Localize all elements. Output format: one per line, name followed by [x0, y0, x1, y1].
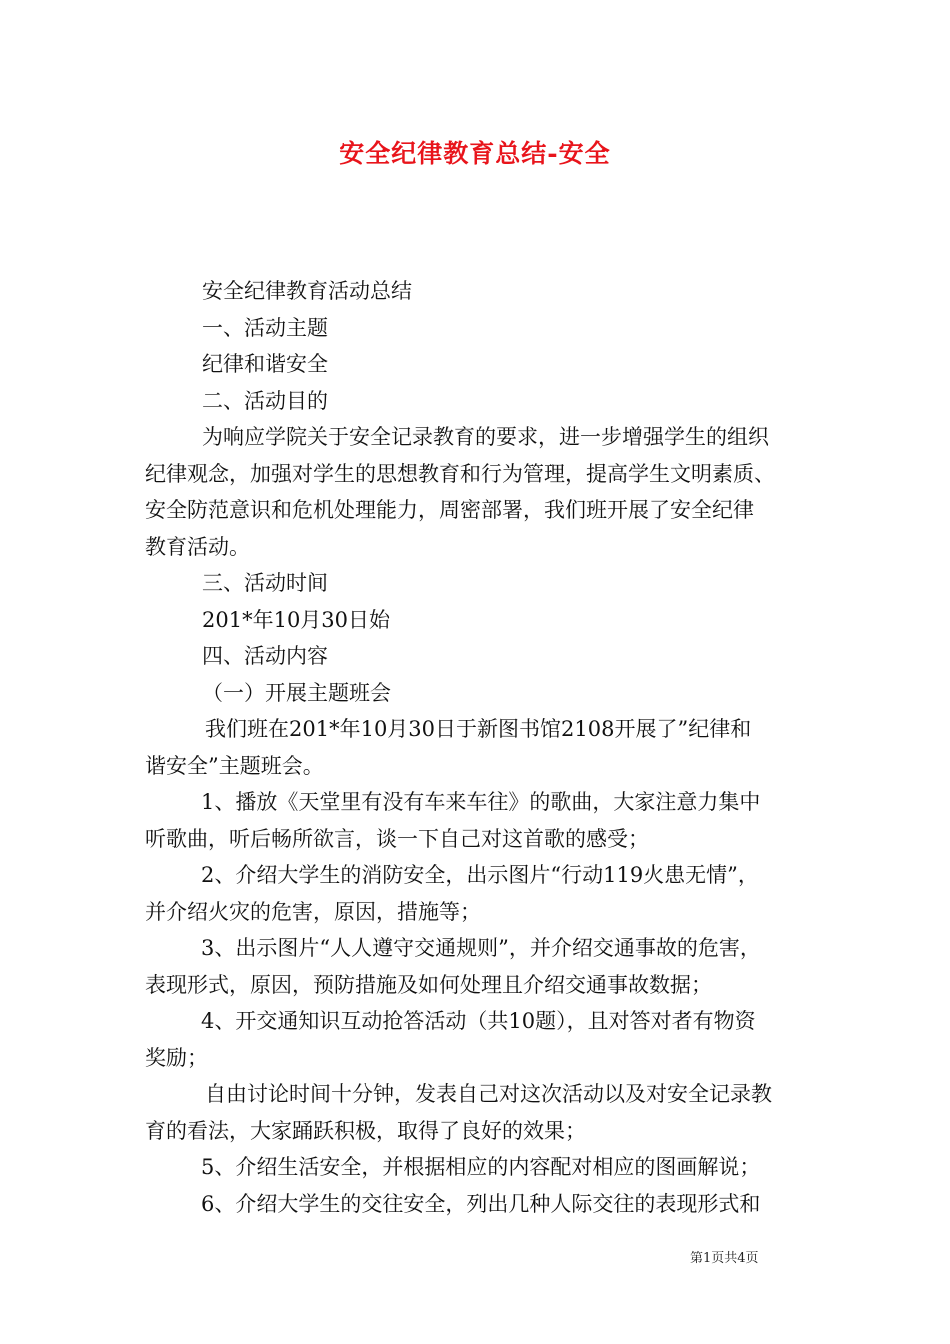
text-line: 三、活动时间: [202, 571, 328, 595]
text-line: 为响应学院关于安全记录教育的要求，进一步增强学生的组织: [202, 425, 769, 449]
text-line: 纪律和谐安全: [202, 352, 328, 376]
text-line: 四、活动内容: [202, 644, 328, 668]
text-line: 4、开交通知识互动抢答活动（共10题），且对答对者有物资: [201, 1009, 756, 1033]
text-line: 二、活动目的: [202, 388, 328, 413]
text-line: 并介绍火灾的危害，原因，措施等；: [145, 899, 481, 924]
text-line: 表现形式，原因，预防措施及如何处理且介绍交通事故数据；: [145, 972, 712, 997]
text-line: 听歌曲，听后畅所欲言，谈一下自己对这首歌的感受；: [145, 826, 649, 851]
text-line: 2、介绍大学生的消防安全，出示图片“行动119火患无情”，: [201, 863, 759, 887]
page-number: 第1页共4页: [690, 1251, 759, 1266]
text-line: 5、介绍生活安全，并根据相应的内容配对相应的图画解说；: [201, 1155, 761, 1179]
text-line: 安全纪律教育活动总结: [202, 279, 412, 303]
text-line: 教育活动。: [145, 534, 250, 559]
text-line: 一、活动主题: [202, 315, 328, 340]
text-line: 1、播放《天堂里有没有车来车往》的歌曲，大家注意力集中: [201, 790, 761, 814]
text-line: 育的看法，大家踊跃积极，取得了良好的效果；: [145, 1118, 586, 1143]
text-line: 3、出示图片“人人遵守交通规则”，并介绍交通事故的危害，: [201, 936, 761, 960]
document-body: [145, 273, 810, 1222]
document-title: 安全纪律教育总结-安全: [339, 139, 611, 168]
text-line: 谐安全”主题班会。: [145, 753, 324, 778]
text-line: （一）开展主题班会: [202, 680, 391, 705]
text-line: 纪律观念，加强对学生的思想教育和行为管理，提高学生文明素质、: [145, 461, 775, 486]
text-line: 我们班在201*年10月30日于新图书馆2108开展了”纪律和: [205, 717, 752, 741]
text-line: 201*年10月30日始: [202, 607, 391, 632]
text-line: 自由讨论时间十分钟，发表自己对这次活动以及对安全记录教: [205, 1082, 772, 1106]
text-line: 6、介绍大学生的交往安全，列出几种人际交往的表现形式和: [201, 1191, 761, 1216]
text-line: 安全防范意识和危机处理能力，周密部署，我们班开展了安全纪律: [145, 498, 754, 522]
text-line: 奖励；: [145, 1045, 208, 1070]
